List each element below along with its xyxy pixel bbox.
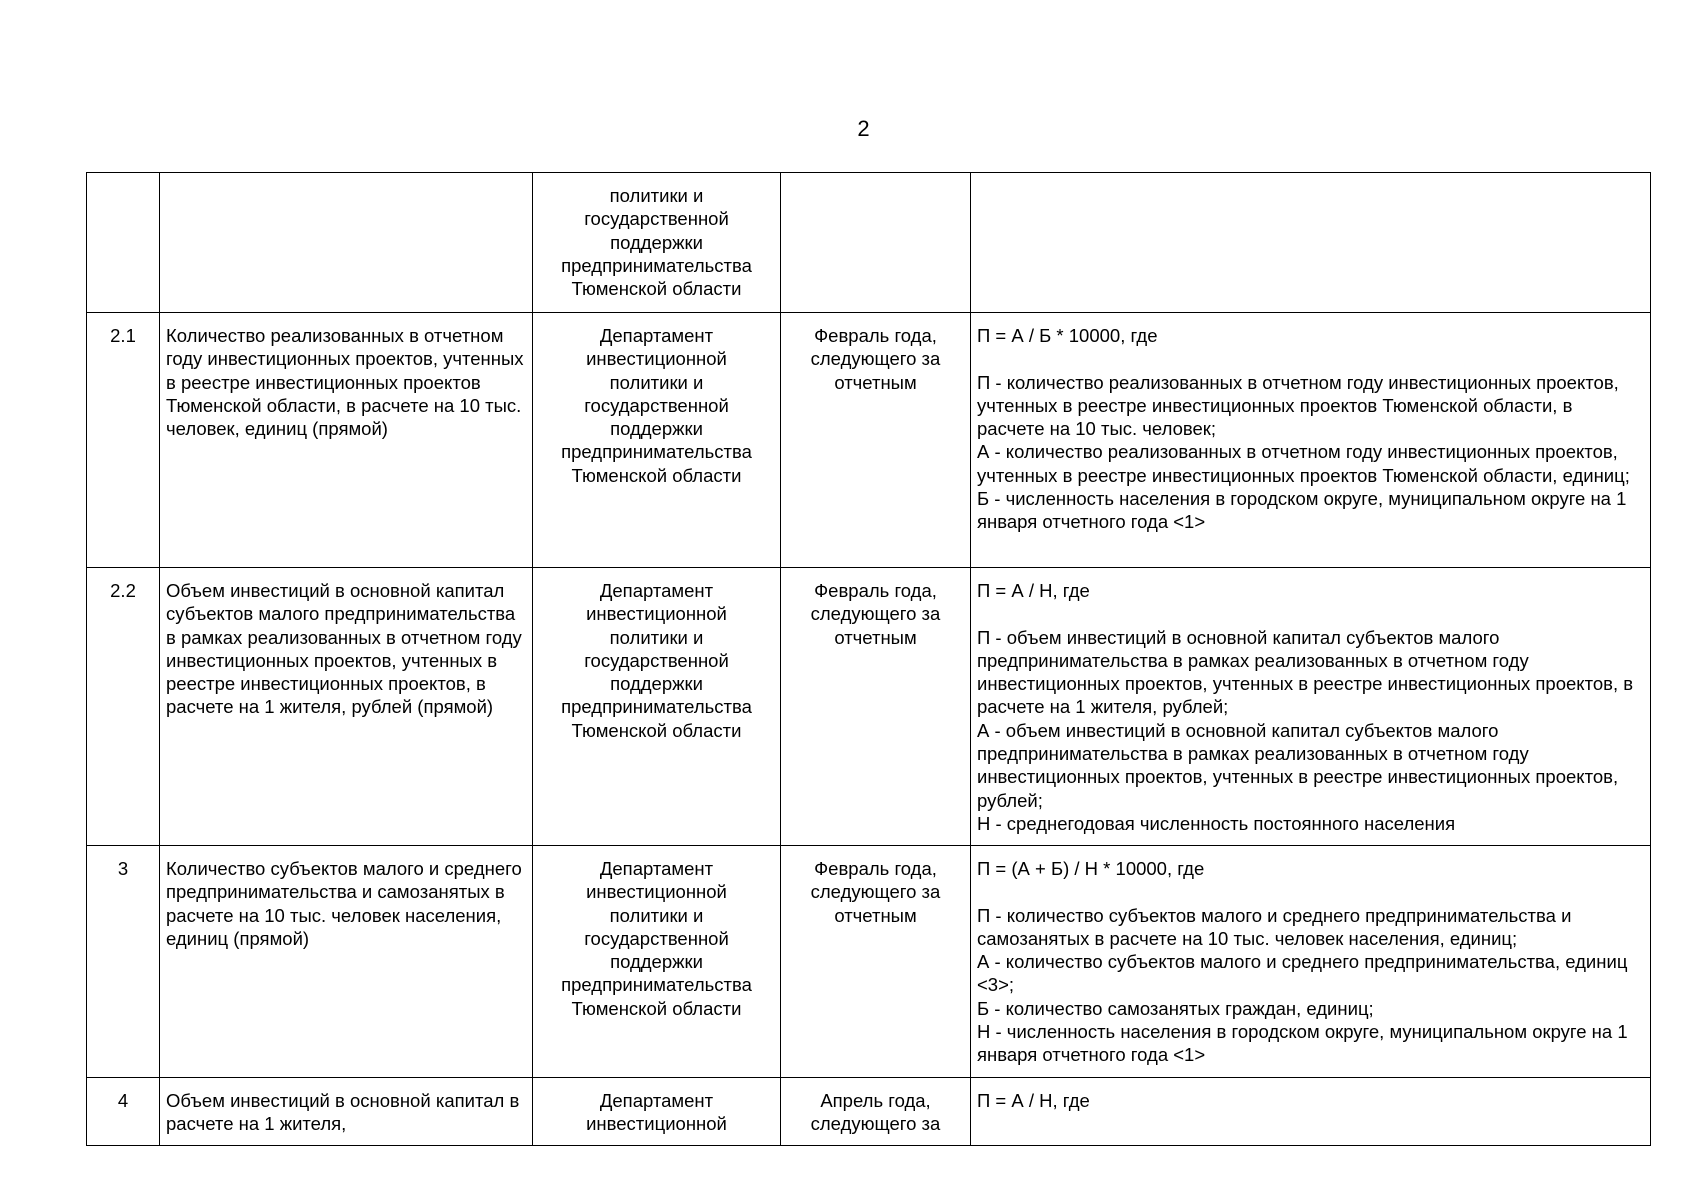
formula-variable-definition: Б - количество самозанятых граждан, единиц; bbox=[977, 997, 1374, 1019]
formula-variable-definition: А - объем инвестиций в основной капитал субъектов малого предпринимательства в рамках реализованных в отчетном году инвестиционных проектов, учтенных в реестре инвестиционных проектов, рублей; bbox=[977, 719, 1619, 811]
deadline-cell: Февраль года, следующего за отчетным bbox=[781, 846, 971, 1078]
deadline-cell: Февраль года, следующего за отчетным bbox=[781, 568, 971, 846]
responsible-department-cell: Департамент инвестиционной политики и государственной поддержки предпринимательства Тюменской области bbox=[533, 568, 781, 846]
indicator-name-cell bbox=[160, 173, 533, 313]
formula-variable-definition: П - количество реализованных в отчетном году инвестиционных проектов, учтенных в реестре инвестиционных проектов Тюменской области, в расчете на 10 тыс. человек; bbox=[977, 371, 1619, 440]
formula-variable-definition: А - количество реализованных в отчетном году инвестиционных проектов, учтенных в реестре инвестиционных проектов Тюменской области, единиц; bbox=[977, 441, 1630, 486]
table-row bbox=[87, 1078, 1651, 1146]
deadline-cell: Февраль года, следующего за отчетным bbox=[781, 313, 971, 568]
deadline-cell: Апрель года, следующего за bbox=[781, 1078, 971, 1146]
table-row bbox=[87, 173, 1651, 313]
row-number-cell: 2.2 bbox=[87, 568, 160, 846]
table-row bbox=[87, 846, 1651, 1078]
responsible-department-cell: Департамент инвестиционной политики и государственной поддержки предпринимательства Тюменской области bbox=[533, 313, 781, 568]
formula-cell bbox=[971, 846, 1651, 1078]
formula-variable-definition: П - объем инвестиций в основной капитал субъектов малого предпринимательства в рамках реализованных в отчетном году инвестиционных проектов, учтенных в реестре инвестиционных проектов, в расчете на 1 жителя, рублей; bbox=[977, 626, 1634, 718]
row-number-cell bbox=[87, 173, 160, 313]
formula-expression: П = А / Н, где bbox=[977, 580, 1090, 601]
responsible-department-cell: Департамент инвестиционной политики и государственной поддержки предпринимательства Тюменской области bbox=[533, 846, 781, 1078]
formula-expression: П = А / Н, где bbox=[977, 1090, 1090, 1111]
formula-expression: П = А / Б * 10000, где bbox=[977, 325, 1158, 346]
formula-cell bbox=[971, 1078, 1651, 1146]
formula-variable-definition: А - количество субъектов малого и среднего предпринимательства, единиц <3>; bbox=[977, 951, 1628, 996]
indicator-name-cell: Количество субъектов малого и среднего предпринимательства и самозанятых в расчете на 10 тыс. человек населения, единиц (прямой) bbox=[160, 846, 533, 1078]
indicator-name-cell: Объем инвестиций в основной капитал субъектов малого предпринимательства в рамках реализованных в отчетном году инвестиционных проектов, учтенных в реестре инвестиционных проектов, в расчете на 1 жителя, рублей (прямой) bbox=[160, 568, 533, 846]
formula-variable-definition: Б - численность населения в городском округе, муниципальном округе на 1 января отчетного года <1> bbox=[977, 488, 1627, 533]
indicator-name-cell: Объем инвестиций в основной капитал в расчете на 1 жителя, bbox=[160, 1078, 533, 1146]
formula-cell bbox=[971, 313, 1651, 568]
page-number: 2 bbox=[857, 116, 870, 141]
formula-variable-definition: Н - среднегодовая численность постоянного населения bbox=[977, 812, 1456, 834]
formula-variable-definition: Н - численность населения в городском округе, муниципальном округе на 1 января отчетного года <1> bbox=[977, 1021, 1628, 1066]
indicators-table bbox=[86, 172, 1651, 1146]
row-number-cell: 2.1 bbox=[87, 313, 160, 568]
row-number-cell: 4 bbox=[87, 1078, 160, 1146]
responsible-department-cell: Департамент инвестиционной bbox=[533, 1078, 781, 1146]
deadline-cell bbox=[781, 173, 971, 313]
formula-expression: П = (А + Б) / Н * 10000, где bbox=[977, 858, 1205, 879]
table-row bbox=[87, 313, 1651, 568]
table-row bbox=[87, 568, 1651, 846]
formula-variable-definition: П - количество субъектов малого и среднего предпринимательства и самозанятых в расчете на 10 тыс. человек населения, единиц; bbox=[977, 904, 1572, 949]
row-number-cell: 3 bbox=[87, 846, 160, 1078]
formula-cell bbox=[971, 173, 1651, 313]
responsible-department-cell: политики и государственной поддержки предпринимательства Тюменской области bbox=[533, 173, 781, 313]
formula-cell bbox=[971, 568, 1651, 846]
indicator-name-cell: Количество реализованных в отчетном году инвестиционных проектов, учтенных в реестре инвестиционных проектов Тюменской области, в расчете на 10 тыс. человек, единиц (прямой) bbox=[160, 313, 533, 568]
